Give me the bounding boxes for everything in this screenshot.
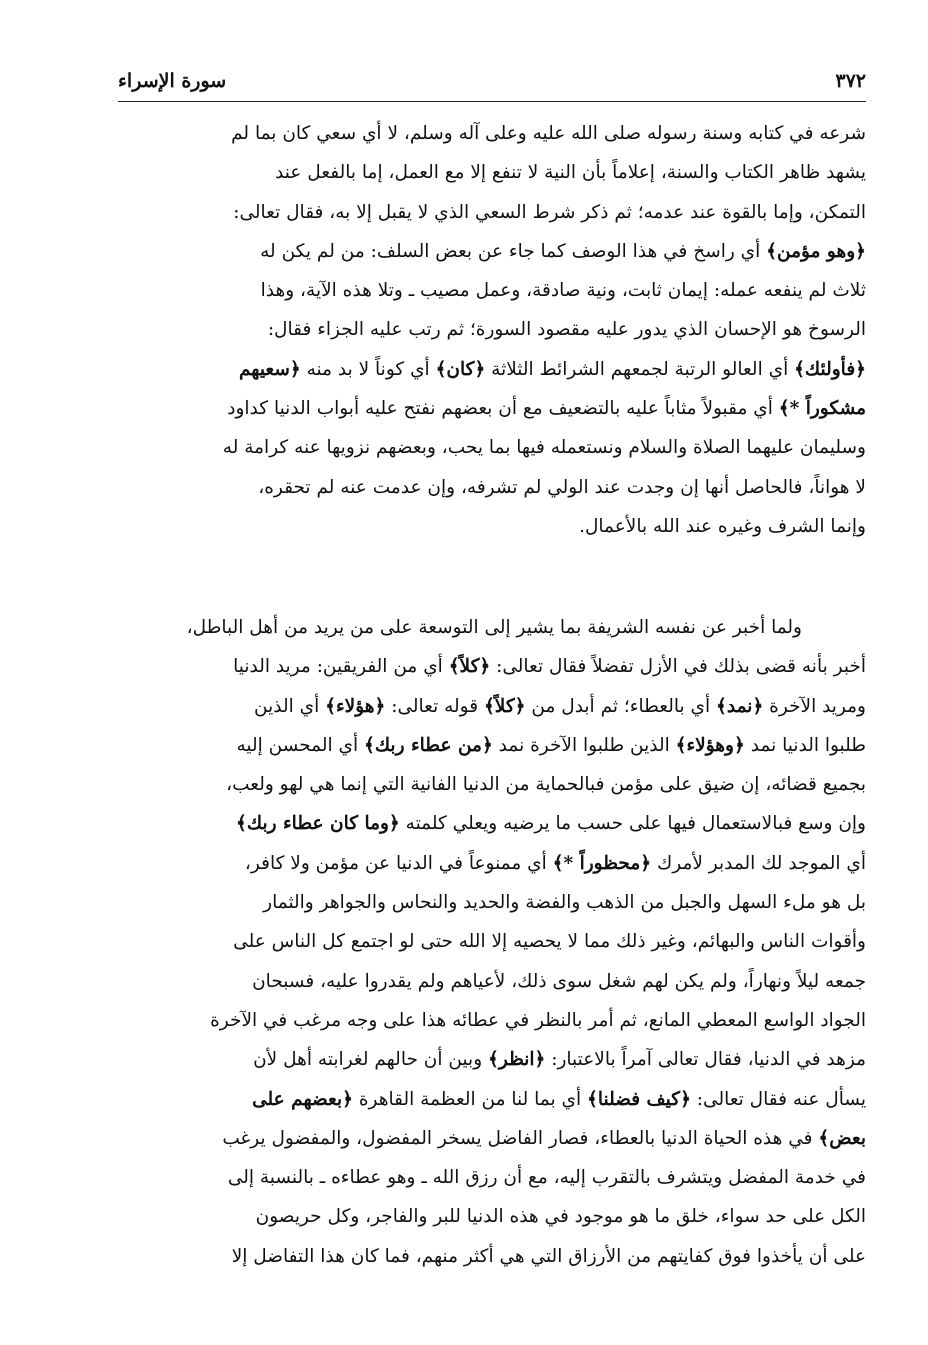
text-line: التمكن، وإما بالقوة عند عدمه؛ ثم ذكر شرط السعي الذي لا يقبل إلا به، فقال تعالى: (233, 201, 866, 223)
text-line: بعض﴾ في هذه الحياة الدنيا بالعطاء، فصار الفاضل يسخر المفضول، والمفضول يرغب (222, 1127, 866, 1149)
text-line: طلبوا الدنيا نمد ﴿وهؤلاء﴾ الذين طلبوا الآخرة نمد ﴿من عطاء ربك﴾ أي المحسن إليه (236, 734, 866, 756)
text-line: مزهد في الدنيا، فقال تعالى آمراً بالاعتبار: ﴿انظر﴾ وبين أن حالهم لغرابته أهل لأن (253, 1049, 866, 1071)
text-line: الجواد الواسع المعطي المانع، ثم أمر بالنظر في عطائه هذا على وجه مرغب في الآخرة (210, 1009, 866, 1031)
text-line: وسليمان عليهما الصلاة والسلام ونستعمله فيها بما يحب، وبعضهم نزويها عنه كرامة له (222, 437, 866, 459)
text-line: ﴿وهو مؤمن﴾ أي راسخ في هذا الوصف كما جاء عن بعض السلف: من لم يكن له (260, 240, 866, 262)
quran-quote: ﴿هؤلاء﴾ (325, 695, 386, 717)
quran-quote: ﴿محظوراً *﴾ (552, 852, 652, 874)
quran-quote: ﴿فأولئك﴾ (794, 358, 866, 380)
text-line: ثلاث لم ينفعه عمله: إيمان ثابت، ونية صادقة، وعمل مصيب ـ وتلا هذه الآية، وهذا (260, 280, 866, 302)
quran-quote: ﴿سعيهم (239, 358, 301, 380)
text-line: جمعه ليلاً ونهاراً، ولم يكن لهم شغل سوى ذلك، لأعياهم ولم يقدروا عليه، فسبحان (252, 970, 866, 992)
text-line: وإن وسع فبالاستعمال فيها على حسب ما يرضيه ويعلي كلمته ﴿وما كان عطاء ربك﴾ (236, 813, 866, 835)
quran-quote: ﴿كلاً﴾ (448, 656, 491, 678)
paragraph-1 (118, 114, 866, 546)
quran-quote: ﴿وهؤلاء﴾ (675, 734, 745, 756)
quran-quote: ﴿بعضهم على (252, 1088, 353, 1110)
quran-quote: ﴿كان﴾ (435, 358, 486, 380)
quran-quote: ﴿كلاً﴾ (483, 695, 526, 717)
text-line: أي الموجد لك المدبر لأمرك ﴿محظوراً *﴾ أي ممنوعاً في الدنيا عن مؤمن ولا كافر، (244, 852, 866, 874)
text-line: الرسوخ هو الإحسان الذي يدور عليه مقصود السورة؛ ثم رتب عليه الجزاء فقال: (267, 319, 866, 341)
text-line: بجميع قضائه، إن ضيق على مؤمن فبالحماية من الدنيا الفانية التي إنما هي لهو ولعب، (226, 774, 866, 796)
header-rule (118, 101, 866, 102)
quran-quote: ﴿وهو مؤمن﴾ (766, 240, 866, 262)
text-line: وأقوات الناس والبهائم، وغير ذلك مما لا يحصيه إلا الله حتى لو اجتمع كل الناس على (233, 931, 866, 953)
quran-quote: ﴿وما كان عطاء ربك﴾ (236, 813, 400, 835)
quran-quote: ﴿من عطاء ربك﴾ (364, 734, 493, 756)
text-line: وإنما الشرف وغيره عند الله بالأعمال. (579, 515, 866, 537)
text-line: في خدمة المفضل ويتشرف بالتقرب إليه، مع أن رزق الله ـ وهو عطاءه ـ بالنسبة إلى (227, 1167, 866, 1189)
text-line: يسأل عنه فقال تعالى: ﴿كيف فضلنا﴾ أي بما لنا من العظمة القاهرة ﴿بعضهم على (252, 1088, 866, 1110)
text-line: يشهد ظاهر الكتاب والسنة، إعلاماً بأن النية لا تنفع إلا مع العمل، إما بالفعل عند (275, 162, 866, 184)
text-line: شرعه في كتابه وسنة رسوله صلى الله عليه وعلى آله وسلم، لا أي سعي كان بما لم (231, 123, 866, 144)
text-line: أخبر بأنه قضى بذلك في الأزل تفضلاً فقال تعالى: ﴿كلاً﴾ أي من الفريقين: مريد الدنيا (233, 656, 866, 678)
text-line: مشكوراً *﴾ أي مقبولاً مثاباً عليه بالتضعيف مع أن بعضهم نفتح عليه أبواب الدنيا كداود (227, 398, 866, 420)
quran-quote: بعض﴾ (818, 1127, 866, 1149)
text-line: بل هو ملء السهل والجبل من الذهب والفضة والحديد والنحاس والجواهر والثمار (263, 892, 866, 914)
text-line: لا هواناً، فالحاصل أنها إن وجدت عند الولي لم تشرفه، وإن عدمت عنه لم تحقره، (258, 476, 866, 498)
surah-title: سورة الإسراء (118, 70, 227, 92)
quran-quote: مشكوراً *﴾ (778, 398, 866, 420)
text-line: ﴿فأولئك﴾ أي العالو الرتبة لجمعهم الشرائط الثلاثة ﴿كان﴾ أي كوناً لا بد منه ﴿سعيهم (239, 358, 866, 380)
text-line: على أن يأخذوا فوق كفايتهم من الأرزاق التي هي أكثر منهم، فما كان هذا التفاضل إلا (231, 1245, 866, 1267)
paragraph-2 (118, 608, 866, 1276)
page-number: ٣٧٢ (835, 70, 866, 92)
page-header (118, 64, 866, 98)
text-line: ومريد الآخرة ﴿نمد﴾ أي بالعطاء؛ ثم أبدل من ﴿كلاً﴾ قوله تعالى: ﴿هؤلاء﴾ أي الذين (254, 695, 866, 717)
quran-quote: ﴿كيف فضلنا﴾ (587, 1088, 691, 1110)
text-line: ولما أخبر عن نفسه الشريفة بما يشير إلى التوسعة على من يريد من أهل الباطل، (186, 617, 802, 638)
quran-quote: ﴿نمد﴾ (716, 695, 764, 717)
quran-quote: ﴿انظر﴾ (488, 1049, 546, 1071)
text-line: الكل على حد سواء، خلق ما هو موجود في هذه الدنيا للبر والفاجر، وكل حريصون (255, 1206, 866, 1228)
